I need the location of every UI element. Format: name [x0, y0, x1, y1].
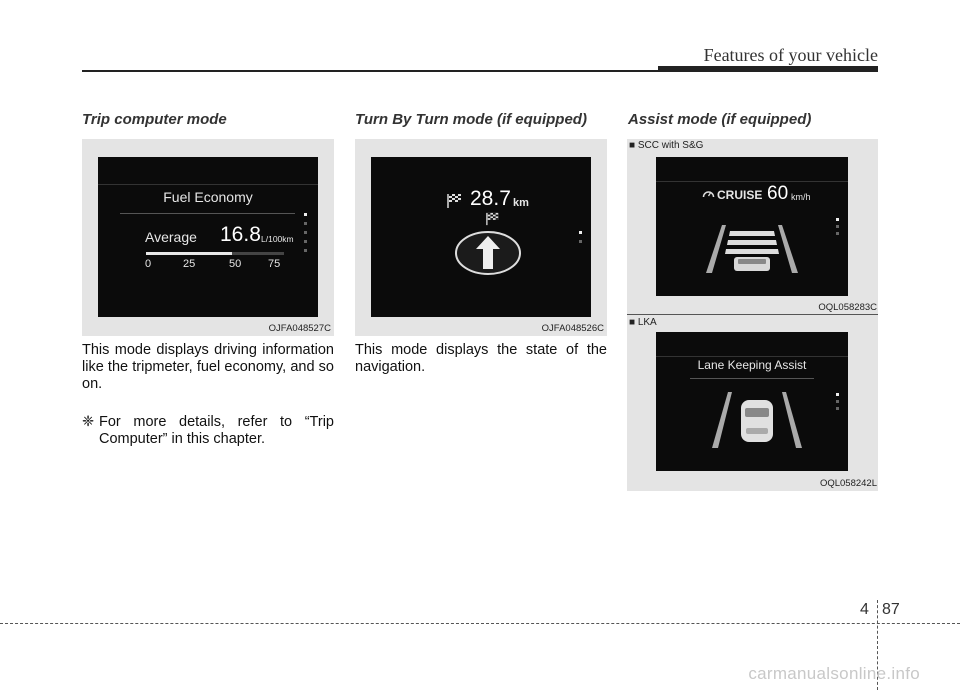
fuel-economy-figure	[82, 139, 334, 336]
note-line-1: For more details, refer to “Trip	[99, 414, 334, 430]
page-dots-icon	[836, 393, 840, 413]
average-value: 16.8	[220, 223, 261, 246]
scale-label-0: 0	[145, 258, 152, 270]
screen-top-divider	[656, 356, 848, 357]
screen-top-divider	[98, 184, 318, 185]
header-title: Features of your vehicle	[703, 45, 878, 65]
lane-road-graphic	[706, 225, 798, 275]
scc-screen	[656, 157, 848, 296]
figure-divider	[627, 314, 878, 315]
header-rule-thick	[658, 66, 878, 72]
fuel-gauge-track	[146, 252, 284, 255]
lka-title: Lane Keeping Assist	[697, 358, 807, 372]
screen-top-divider	[656, 181, 848, 182]
destination-flag-icon	[485, 212, 501, 226]
cruise-speed-unit: km/h	[791, 192, 811, 202]
cruise-speed: 60	[767, 183, 789, 204]
scc-label-text: SCC with S&G	[637, 140, 704, 151]
up-arrow-icon	[453, 229, 523, 277]
navigation-distance: 28.7	[470, 187, 511, 210]
page-number: 87	[882, 601, 900, 618]
figure-code: OQL058242L	[819, 478, 877, 489]
assist-mode-figure	[627, 139, 878, 491]
title-divider	[690, 378, 814, 379]
fuel-economy-screen	[98, 157, 318, 317]
navigation-distance-unit: km	[513, 197, 529, 209]
note-symbol: ❈	[82, 414, 95, 430]
chapter-number: 4	[860, 601, 869, 618]
scc-label	[629, 140, 703, 151]
lka-label-text: LKA	[637, 317, 657, 328]
speedometer-icon	[702, 188, 715, 199]
car-icon	[712, 388, 802, 448]
figure-code: OJFA048527C	[268, 323, 331, 334]
fuel-economy-title: Fuel Economy	[163, 189, 253, 205]
square-bullet-icon: ■	[629, 140, 638, 151]
page-dots-icon	[579, 231, 583, 251]
title-divider	[120, 213, 295, 214]
watermark: carmanualsonline.info	[748, 664, 920, 683]
cruise-label: CRUISE	[717, 188, 763, 202]
square-bullet-icon: ■	[629, 317, 638, 328]
average-label: Average	[145, 229, 197, 245]
scale-label-50: 50	[229, 258, 242, 270]
scale-label-25: 25	[183, 258, 196, 270]
figure-code: OQL058283C	[818, 302, 877, 313]
navigation-screen	[371, 157, 591, 317]
assist-mode-heading: Assist mode (if equipped)	[628, 111, 812, 128]
scale-label-75: 75	[268, 258, 281, 270]
note-line-2: Computer” in this chapter.	[99, 431, 266, 447]
lka-screen	[656, 332, 848, 471]
turn-by-turn-figure	[355, 139, 607, 336]
turn-by-turn-heading: Turn By Turn mode (if equipped)	[355, 111, 587, 128]
checkered-flag-icon	[446, 193, 464, 209]
trip-computer-heading: Trip computer mode	[82, 111, 227, 128]
header-rule	[82, 70, 658, 72]
average-unit: L/100km	[261, 234, 294, 244]
page-dots-icon	[836, 218, 840, 238]
trip-note	[82, 414, 334, 448]
page-dots-icon	[304, 213, 308, 263]
nav-mode-description: This mode displays the state of the navigation.	[355, 342, 607, 375]
fuel-gauge-fill	[146, 252, 232, 255]
footer-dashed-rule	[0, 623, 960, 624]
trip-mode-description: This mode displays driving information like the tripmeter, fuel economy, and so on.	[82, 342, 334, 392]
lka-label	[629, 317, 657, 328]
figure-code: OJFA048526C	[541, 323, 604, 334]
